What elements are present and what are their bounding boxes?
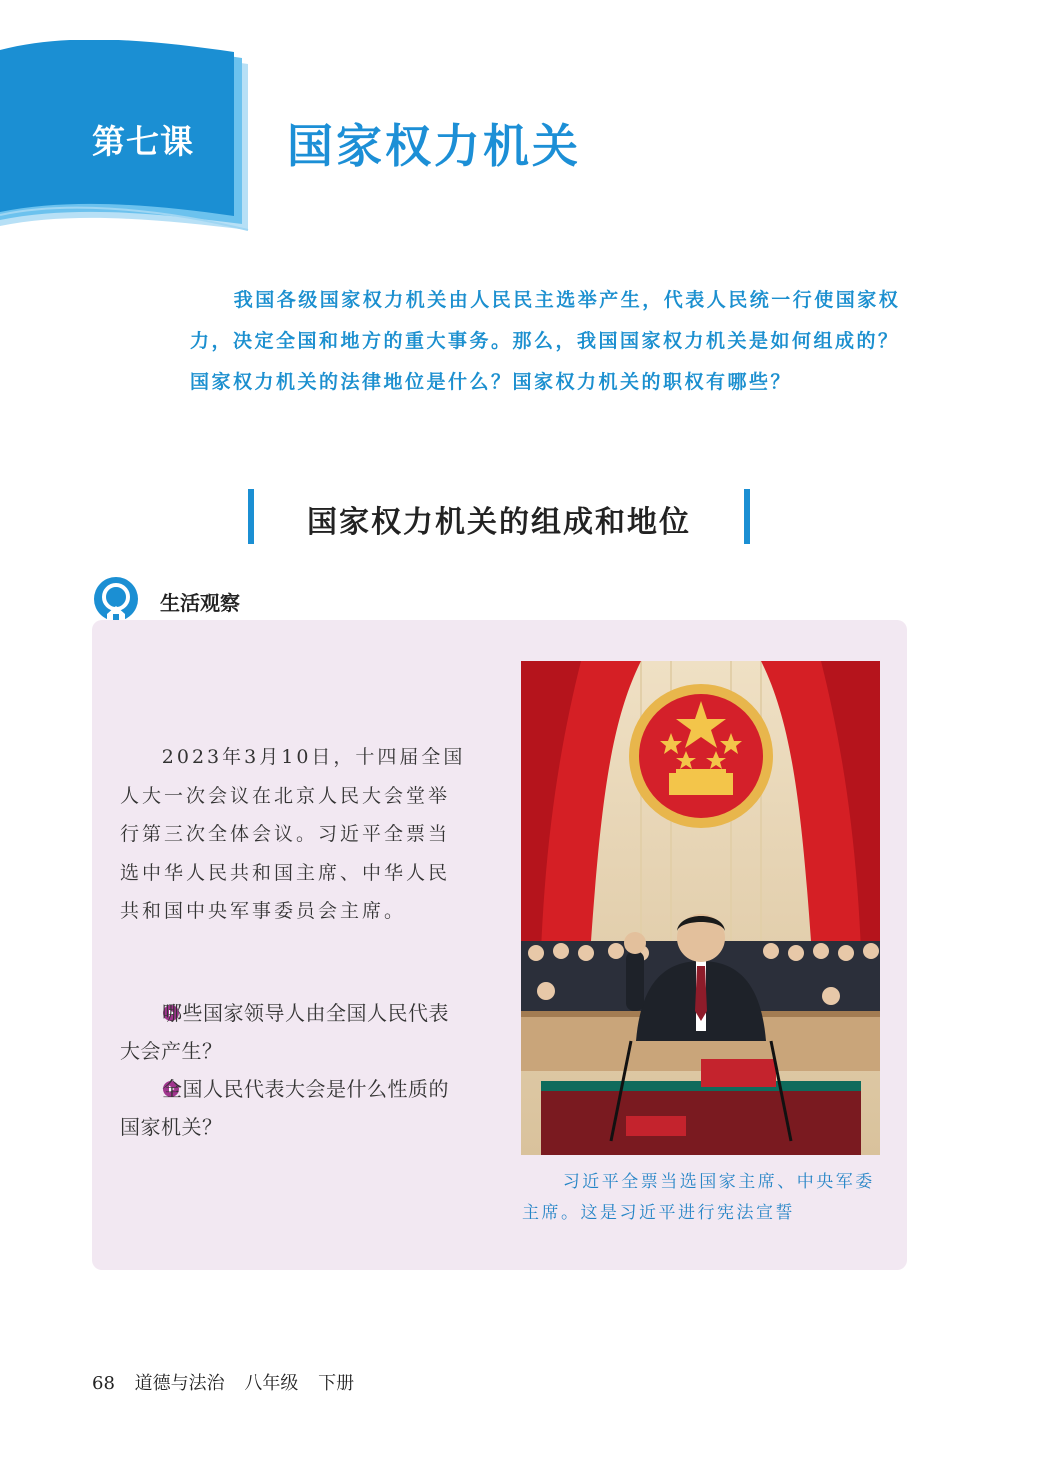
observation-story: 2023年3月10日，十四届全国人大一次会议在北京人民大会堂举行第三次全体会议。习近平全票当选中华人民共和国主席、中华人民共和国中央军事委员会主席。 [120,746,466,922]
question-2: 全国人民代表大会是什么性质的国家机关？ [120,1077,449,1139]
observation-label: 生活观察 [160,591,240,615]
page-footer [92,1369,368,1395]
photo-caption: 习近平全票当选国家主席、中央军委主席。这是习近平进行宪法宣誓 [522,1172,875,1223]
question-1: 哪些国家领导人由全国人民代表大会产生？ [120,1001,449,1063]
lesson-title: 国家权力机关 [287,119,581,173]
oath-ceremony-photo [521,661,880,1155]
page-number: 68 [92,1373,115,1394]
search-house-icon [93,576,139,622]
book-title: 道德与法治 [134,1373,225,1394]
intro-paragraph: 我国各级国家权力机关由人民民主选举产生，代表人民统一行使国家权力，决定全国和地方的重大事务。那么，我国国家权力机关是如何组成的？国家权力机关的法律地位是什么？国家权力机关的职权有哪些？ [190,289,901,393]
lesson-number: 第七课 [92,122,194,161]
grade-label: 八年级 [244,1373,299,1394]
volume-label: 下册 [318,1373,355,1394]
section-title: 国家权力机关的组成和地位 [307,505,691,540]
section-bar-right [744,489,750,544]
